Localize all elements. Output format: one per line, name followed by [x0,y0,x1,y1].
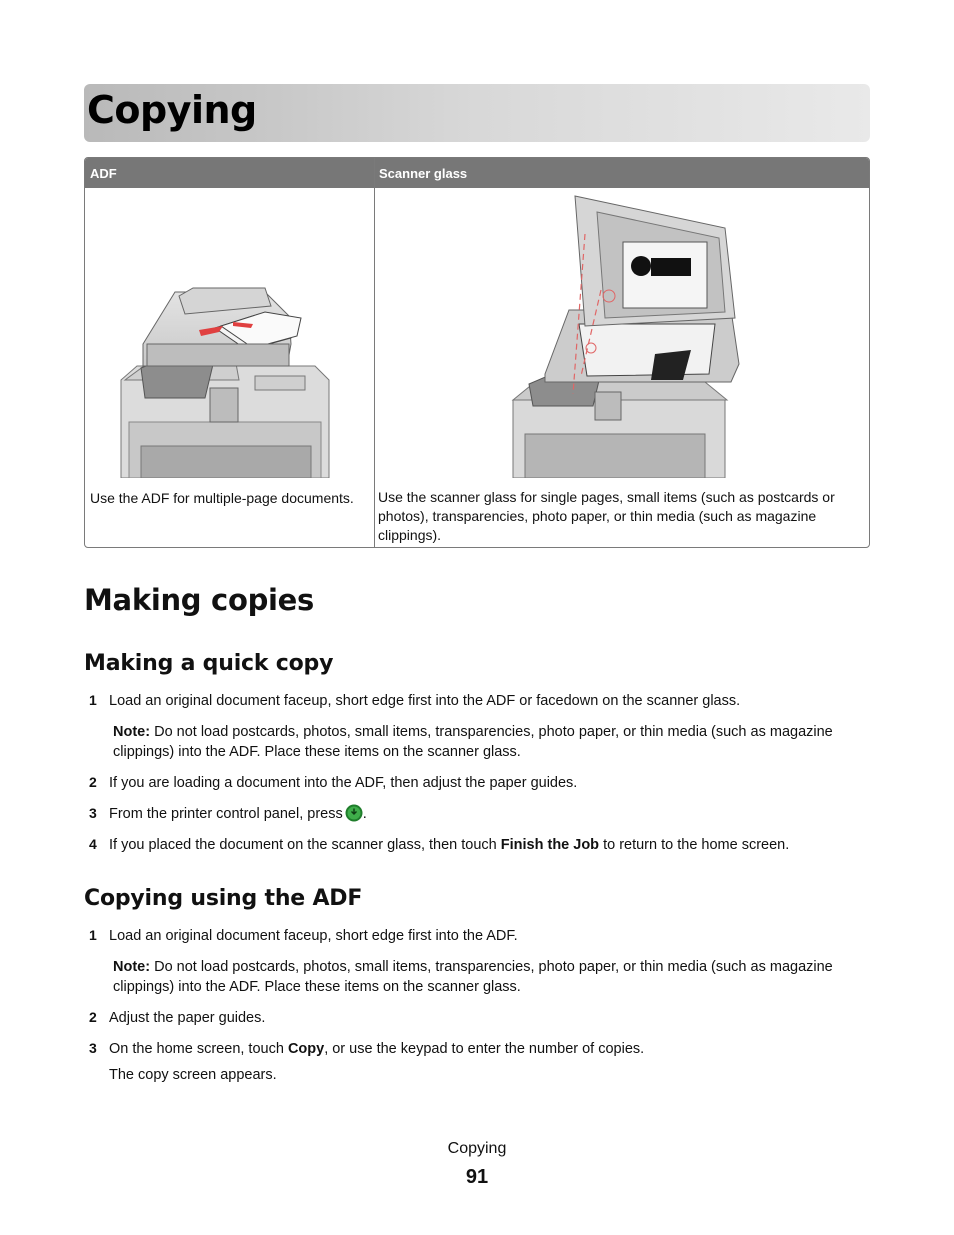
comparison-table [84,157,870,548]
step-number: 2 [89,774,97,790]
footer-chapter-label: Copying [447,1140,507,1157]
section-title: Making copies [84,583,314,617]
step-text: Adjust the paper guides. [109,1010,266,1026]
note-label: Note: [113,959,151,975]
step-text: If you are loading a document into the ADF, then adjust the paper guides. [109,775,578,791]
step-bold-term: Finish the Job [500,837,600,853]
step-bold-term: Copy [287,1041,325,1057]
table-header-row [85,158,869,188]
subsection-title-quick-copy: Making a quick copy [84,651,334,676]
page-number: 91 [465,1166,489,1188]
note-text: Do not load postcards, photos, small items, transparencies, photo paper, or thin media (such as magazine clippings) into the ADF. Place these items on the scanner glass. [113,724,833,760]
step-number: 1 [89,927,97,943]
step-text-after: , or use the keypad to enter the number of copies. [324,1041,645,1057]
step-text-after: to return to the home screen. [599,837,790,853]
step-text [109,1039,644,1059]
step-number: 4 [89,836,97,852]
adf-printer-illustration [115,196,345,478]
step-number: 3 [89,805,97,821]
note-label: Note: [113,724,151,740]
note [113,722,873,762]
note [113,957,873,997]
start-button-icon [345,804,363,822]
step-followup: The copy screen appears. [109,1067,277,1083]
subsection-title-adf-copy: Copying using the ADF [84,886,363,911]
step-text-after: . [362,806,367,822]
column-divider [374,158,375,547]
step-number: 2 [89,1009,97,1025]
step-number: 1 [89,692,97,708]
step-text: Load an original document faceup, short edge first into the ADF or facedown on the scanner glass. [109,693,741,709]
adf-caption: Use the ADF for multiple-page documents. [90,490,354,506]
step-text [109,835,789,855]
step-number: 3 [89,1040,97,1056]
step-text-before: From the printer control panel, press [109,806,343,822]
note-text: Do not load postcards, photos, small items, transparencies, photo paper, or thin media (such as magazine clippings) into the ADF. Place these items on the scanner glass. [113,959,833,995]
step-text [109,804,367,824]
table-header-scanner-glass: Scanner glass [379,166,468,181]
step-text: Load an original document faceup, short edge first into the ADF. [109,928,518,944]
scanner-glass-caption: Use the scanner glass for single pages, small items (such as postcards or photos), transparencies, photo paper, or thin media (such as magazine clippings). [378,489,835,543]
step-text-before: If you placed the document on the scanner glass, then touch [109,837,501,853]
chapter-title: Copying [87,88,257,132]
table-header-adf: ADF [90,166,117,181]
scanner-glass-printer-illustration [505,194,755,478]
step-text-before: On the home screen, touch [109,1041,288,1057]
